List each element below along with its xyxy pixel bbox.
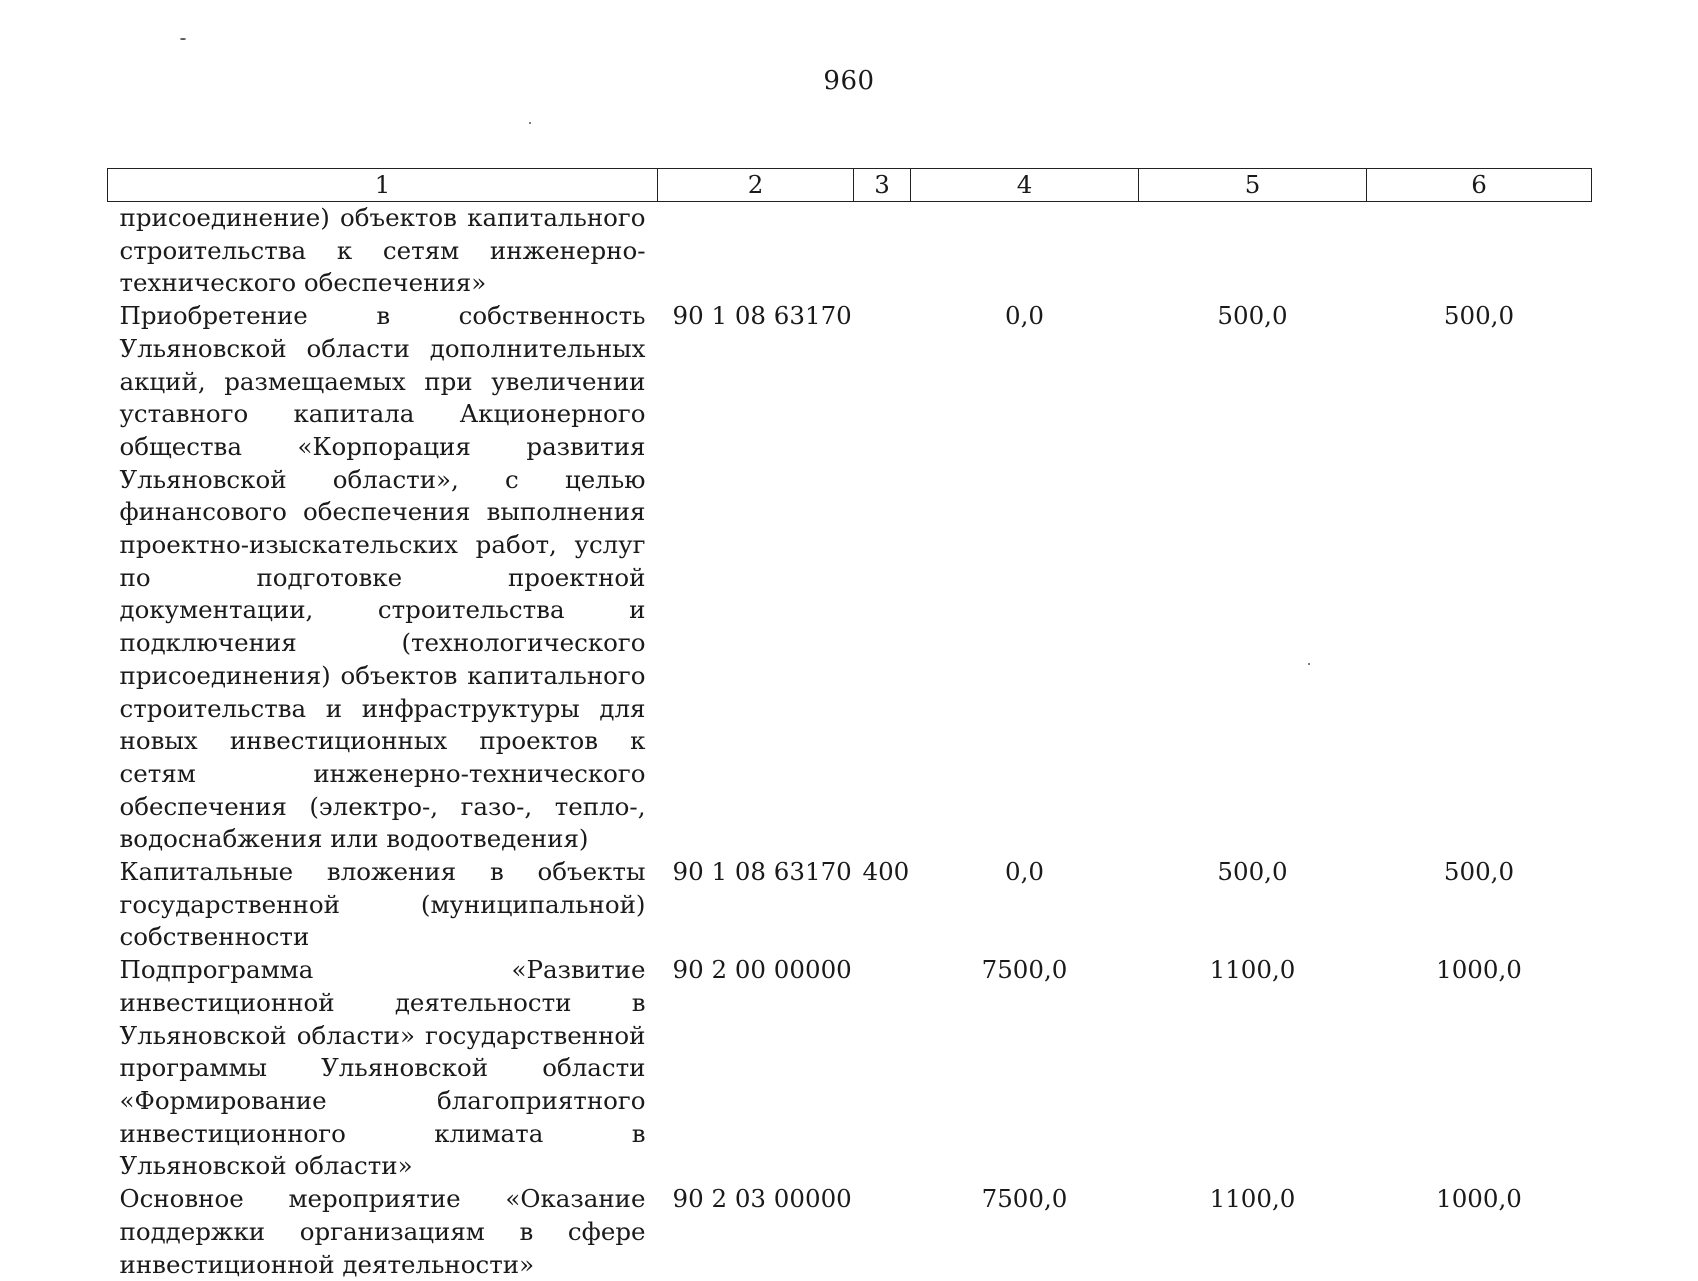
column-header-4: 4	[911, 169, 1139, 202]
table-row	[108, 954, 1592, 1183]
row-amount-col6	[1367, 202, 1592, 301]
row-amount-col6: 1000,0	[1367, 1183, 1592, 1281]
row-amount-col6: 1000,0	[1367, 954, 1592, 1183]
row-amount-col5: 1100,0	[1139, 1183, 1367, 1281]
column-header-1: 1	[108, 169, 658, 202]
table-row	[108, 1183, 1592, 1281]
scan-speck	[180, 38, 186, 40]
row-amount-col6: 500,0	[1367, 856, 1592, 954]
row-amount-col5: 500,0	[1139, 856, 1367, 954]
row-amount-col4: 7500,0	[911, 1183, 1139, 1281]
column-header-5: 5	[1139, 169, 1367, 202]
row-expense-kind	[854, 300, 911, 856]
page-number: 960	[0, 66, 1698, 96]
row-amount-col4	[911, 202, 1139, 301]
scan-speck	[529, 122, 531, 124]
row-description: Подпрограмма «Развитие инвестиционной деятельности в Ульяновской области» государственной программы Ульяновской области «Формирование благоприятного инвестиционного климата в Ульяновской области»	[108, 954, 658, 1183]
row-amount-col5	[1139, 202, 1367, 301]
table-row	[108, 856, 1592, 954]
row-amount-col4: 7500,0	[911, 954, 1139, 1183]
row-expense-kind: 400	[854, 856, 911, 954]
row-amount-col6: 500,0	[1367, 300, 1592, 856]
table-row	[108, 202, 1592, 301]
row-amount-col5: 500,0	[1139, 300, 1367, 856]
row-amount-col4: 0,0	[911, 300, 1139, 856]
row-description: Приобретение в собственность Ульяновской области дополнительных акций, размещаемых при увеличении уставного капитала Акционерного общества «Корпорация развития Ульяновской области», с целью финансового обеспечения выполнения проектно-изыскательских работ, услуг по подготовке проектной документации, строительства и подключения (технологического присоединения) объектов капитального строительства и инфраструктуры для новых инвестиционных проектов к сетям инженерно-технического обеспечения (электро-, газо-, тепло-, водоснабжения или водоотведения)	[108, 300, 658, 856]
row-expense-kind	[854, 202, 911, 301]
column-header-2: 2	[658, 169, 854, 202]
row-target-code: 90 1 08 63170	[658, 856, 854, 954]
row-expense-kind	[854, 954, 911, 1183]
column-header-6: 6	[1367, 169, 1592, 202]
row-target-code	[658, 202, 854, 301]
row-expense-kind	[854, 1183, 911, 1281]
column-header-3: 3	[854, 169, 911, 202]
row-description: Основное мероприятие «Оказание поддержки организациям в сфере инвестиционной деятельности»	[108, 1183, 658, 1281]
row-description: присоединение) объектов капитального строительства к сетям инженерно-технического обеспечения»	[108, 202, 658, 301]
row-target-code: 90 2 00 00000	[658, 954, 854, 1183]
row-description: Капитальные вложения в объекты государственной (муниципальной) собственности	[108, 856, 658, 954]
table-row	[108, 300, 1592, 856]
table-header	[108, 169, 1592, 202]
header-row	[108, 169, 1592, 202]
row-target-code: 90 2 03 00000	[658, 1183, 854, 1281]
budget-table	[107, 168, 1592, 1281]
row-target-code: 90 1 08 63170	[658, 300, 854, 856]
row-amount-col5: 1100,0	[1139, 954, 1367, 1183]
row-amount-col4: 0,0	[911, 856, 1139, 954]
table-body	[108, 202, 1592, 1281]
